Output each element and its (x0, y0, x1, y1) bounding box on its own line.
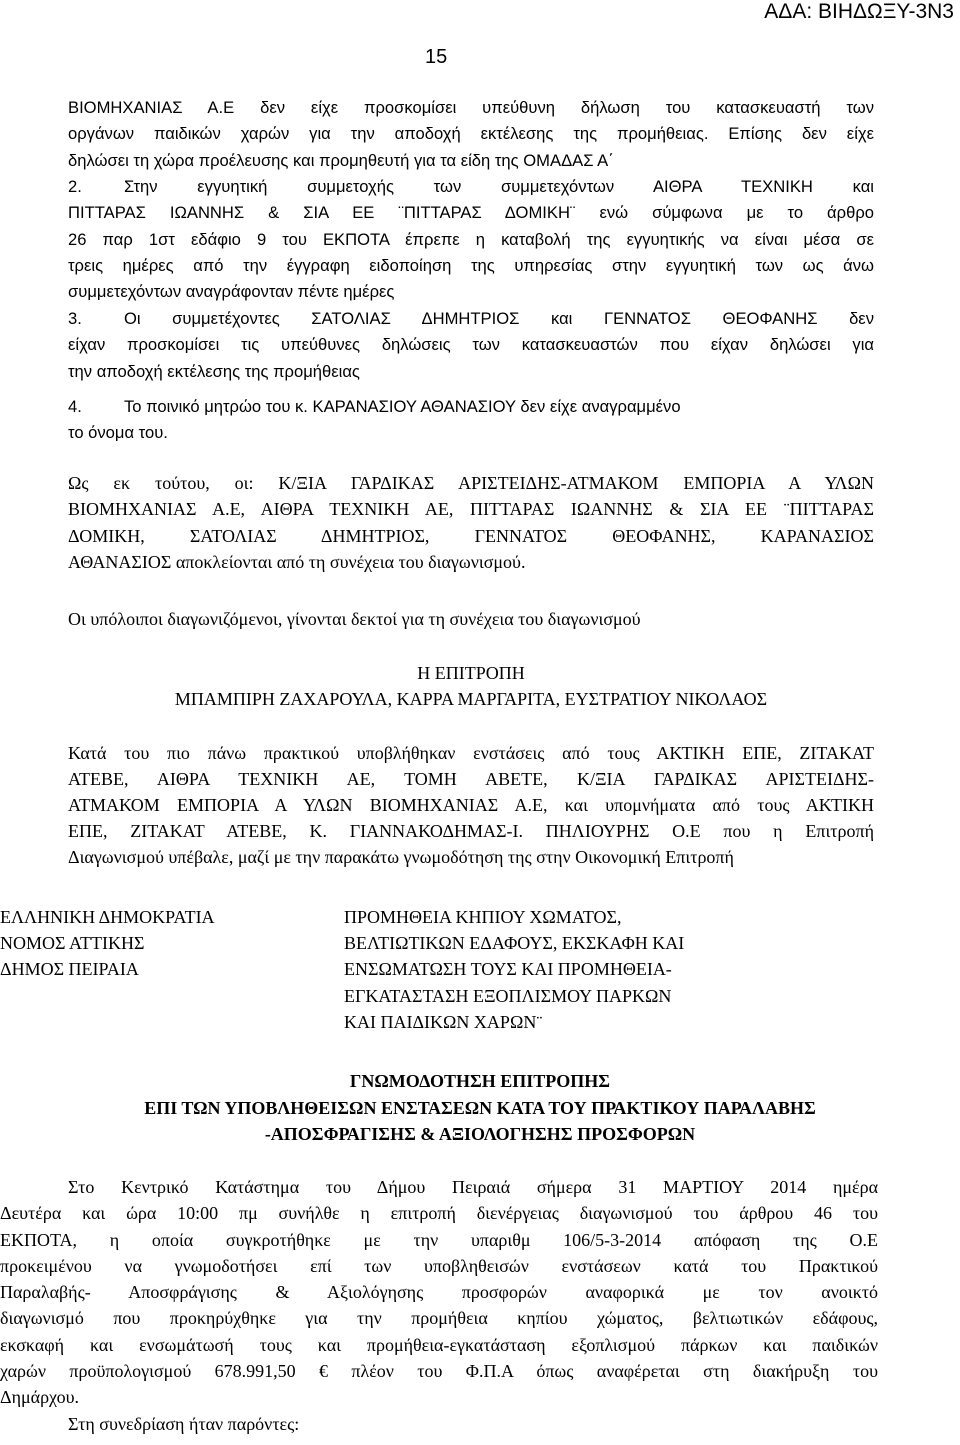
text-line (68, 174, 874, 200)
text-line: ΝΟΜΟΣ ΑΤΤΙΚΗΣ (0, 933, 145, 954)
opinion-title (0, 1068, 960, 1148)
text-line: Στη συνεδρίαση ήταν παρόντες: (68, 1413, 300, 1434)
text-line: Ως εκ τούτου, οι: Κ/ΞΙΑ ΓΑΡΔΙΚΑΣ ΑΡΙΣΤΕΙΔΗΣ-ΑΤΜΑΚΟΜ ΕΜΠΟΡΙΑ Α ΥΛΩΝ (68, 473, 874, 493)
page-number: 15 (425, 46, 448, 68)
list-item-3 (68, 306, 874, 385)
text-line (68, 394, 874, 420)
text-line: ΚΑΙ ΠΑΙΔΙΚΩΝ ΧΑΡΩΝ¨ (344, 1011, 543, 1032)
text-line: προκειμένου να γνωμοδοτήσει επί των υποβληθεισών ενστάσεων κατά του Πρακτικού (0, 1255, 878, 1276)
text-line: ΑΤΕΒΕ, ΑΙΘΡΑ ΤΕΧΝΙΚΗ ΑΕ, ΤΟΜΗ ΑΒΕΤΕ, Κ/ΞΙΑ ΓΑΡΔΙΚΑΣ ΑΡΙΣΤΕΙΔΗΣ- (68, 769, 874, 789)
text-line: ΑΤΜΑΚΟΜ ΕΜΠΟΡΙΑ Α ΥΛΩΝ ΒΙΟΜΗΧΑΝΙΑΣ Α.Ε, και υπομνήματα από τους ΑΚΤΙΚΗ (68, 795, 874, 815)
text-line: Παραλαβής- Αποσφράγισης & Αξιολόγησης προσφορών αναφορικά με τον ανοικτό (0, 1282, 878, 1303)
text-line: ΒΕΛΤΙΩΤΙΚΩΝ ΕΔΑΦΟΥΣ, ΕΚΣΚΑΦΗ ΚΑΙ (344, 933, 685, 954)
text-line: ΕΓΚΑΤΑΣΤΑΣΗ ΕΞΟΠΛΙΣΜΟΥ ΠΑΡΚΩΝ (344, 985, 672, 1006)
text-line: ΔΟΜΙΚΗ, ΣΑΤΟΛΙΑΣ ΔΗΜΗΤΡΙΟΣ, ΓΕΝΝΑΤΟΣ ΘΕΟΦΑΝΗΣ, ΚΑΡΑΝΑΣΙΟΣ (68, 525, 874, 546)
text-line: Δευτέρα και ώρα 10:00 πμ συνήλθε η επιτροπή διενέργειας διαγωνισμού του άρθρου 46 του (0, 1203, 878, 1224)
paragraph-continuation (68, 95, 874, 174)
text-line: Διαγωνισμού υπέβαλε, μαζί με την παρακάτω γνωμοδότηση της στην Οικονομική Επιτροπή (68, 847, 734, 867)
exclusion-paragraph (68, 470, 874, 575)
subject-block (344, 904, 684, 1035)
text-line: οργάνων παιδικών χαρών για την αποδοχή εκτέλεσης της προμήθειας. Επίσης δεν είχε (68, 124, 874, 144)
text-line: τρεις ημέρες από την έγγραφη ειδοποίηση της υπηρεσίας στην εγγυητική των ως άνω (68, 255, 874, 275)
title-line: ΓΝΩΜΟΔΟΤΗΣΗ ΕΠΙΤΡΟΠΗΣ (349, 1071, 611, 1091)
text-line: ΕΝΣΩΜΑΤΩΣΗ ΤΟΥΣ ΚΑΙ ΠΡΟΜΗΘΕΙΑ- (344, 959, 672, 980)
text-line: ΕΚΠΟΤΑ, η οποία συγκροτήθηκε με την υπαριθμ 106/5-3-2014 απόφαση της Ο.Ε (0, 1229, 878, 1250)
list-item-2 (68, 174, 874, 305)
text-line: χαρών προϋπολογισμού 678.991,50 € πλέον του Φ.Π.Α όπως αναφέρεται στη διακήρυξη του (0, 1361, 878, 1382)
text-line: Κατά του πιο πάνω πρακτικού υποβλήθηκαν ενστάσεις από τους ΑΚΤΙΚΗ ΕΠΕ, ΖΙΤΑΚΑΤ (68, 743, 874, 763)
text-line: ΕΠΕ, ΖΙΤΑΚΑΤ ΑΤΕΒΕ, Κ. ΓΙΑΝΝΑΚΟΔΗΜΑΣ-Ι. ΠΗΛΙΟΥΡΗΣ Ο.Ε που η Επιτροπή (68, 821, 874, 841)
text-line: ΒΙΟΜΗΧΑΝΙΑΣ Α.Ε δεν είχε προσκομίσει υπεύθυνη δήλωση του κατασκευαστή των (68, 98, 874, 117)
text-line: ΠΙΤΤΑΡΑΣ ΙΩΑΝΝΗΣ & ΣΙΑ ΕΕ ¨ΠΙΤΤΑΡΑΣ ΔΟΜΙΚΗ¨ ενώ σύμφωνα με το άρθρο (68, 203, 874, 223)
text-line: Οι υπόλοιποι διαγωνιζόμενοι, γίνονται δεκτοί για τη συνέχεια του διαγωνισμού (68, 609, 641, 629)
committee-block (68, 660, 874, 713)
text-line: ΒΙΟΜΗΧΑΝΙΑΣ Α.Ε, ΑΙΘΡΑ ΤΕΧΝΙΚΗ ΑΕ, ΠΙΤΤΑΡΑΣ ΙΩΑΝΝΗΣ & ΣΙΑ ΕΕ ¨ΠΙΤΤΑΡΑΣ (68, 499, 874, 520)
authority-block (0, 904, 215, 983)
text-line: συμμετεχόντων αναγράφονταν πέντε ημέρες (68, 282, 395, 302)
text-line: εκσκαφή και ενσωμάτωσή τους και προμήθεια-εγκατάσταση εξοπλισμού πάρκων και παιδικών (0, 1334, 878, 1355)
text-line: ΠΡΟΜΗΘΕΙΑ ΚΗΠΙΟΥ ΧΩΜΑΤΟΣ, (344, 907, 622, 927)
list-number: 3. (68, 309, 82, 328)
text-line: την αποδοχή εκτέλεσης της προμήθειας (68, 361, 360, 381)
text-span: Οι συμμετέχοντες ΣΑΤΟΛΙΑΣ ΔΗΜΗΤΡΙΟΣ και ΓΕΝΝΑΤΟΣ ΘΕΟΦΑΝΗΣ δεν (124, 309, 874, 328)
committee-members: ΜΠΑΜΠΙΡΗ ΖΑΧΑΡΟΥΛΑ, ΚΑΡΡΑ ΜΑΡΓΑΡΙΤΑ, ΕΥΣΤΡΑΤΙΟΥ ΝΙΚΟΛΑΟΣ (174, 689, 768, 710)
text-line: ΕΛΛΗΝΙΚΗ ΔΗΜΟΚΡΑΤΙΑ (0, 907, 215, 927)
text-line: 26 παρ 1στ εδάφιο 9 του ΕΚΠΟΤΑ έπρεπε η καταβολή της εγγυητικής να είναι μέσα σε (68, 229, 874, 249)
text-line: Δημάρχου. (0, 1387, 80, 1408)
list-number: 2. (68, 177, 82, 196)
list-number: 4. (68, 397, 82, 416)
text-line: δηλώσει τη χώρα προέλευσης και προμηθευτή για τα είδη της ΟΜΑΔΑΣ Α΄ (68, 150, 614, 170)
text-span: Στην εγγυητική συμμετοχής των συμμετεχόντων ΑΙΘΡΑ ΤΕΧΝΙΚΗ και (124, 177, 874, 196)
text-line: Στο Κεντρικό Κατάστημα του Δήμου Πειραιά σήμερα 31 ΜΑΡΤΙΟΥ 2014 ημέρα (68, 1177, 878, 1197)
title-line: ΕΠΙ ΤΩΝ ΥΠΟΒΛΗΘΕΙΣΩΝ ΕΝΣΤΑΣΕΩΝ ΚΑΤΑ ΤΟΥ ΠΡΑΚΤΙΚΟΥ ΠΑΡΑΛΑΒΗΣ (144, 1097, 816, 1118)
ada-code: ΑΔΑ: ΒΙΗΔΩΞΥ-3Ν3 (764, 0, 954, 23)
objections-paragraph (68, 740, 874, 870)
text-line: ΔΗΜΟΣ ΠΕΙΡΑΙΑ (0, 959, 139, 980)
text-line (68, 306, 874, 332)
committee-title: Η ΕΠΙΤΡΟΠΗ (417, 663, 525, 683)
text-line: το όνομα του. (68, 423, 168, 443)
meeting-paragraph (0, 1174, 878, 1437)
title-line: -ΑΠΟΣΦΡΑΓΙΣΗΣ & ΑΞΙΟΛΟΓΗΣΗΣ ΠΡΟΣΦΟΡΩΝ (264, 1124, 696, 1144)
text-line: είχαν προσκομίσει τις υπεύθυνες δηλώσεις των κατασκευαστών που είχαν δηλώσει για (68, 335, 874, 355)
text-line: διαγωνισμό που προκηρύχθηκε για την προμήθεια κηπίου χώματος, βελτιωτικών εδάφους, (0, 1308, 878, 1329)
text-line: ΑΘΑΝΑΣΙΟΣ αποκλείονται από τη συνέχεια του διαγωνισμού. (68, 551, 526, 572)
accepted-paragraph (68, 606, 874, 632)
text-span: Το ποινικό μητρώο του κ. ΚΑΡΑΝΑΣΙΟΥ ΑΘΑΝΑΣΙΟΥ δεν είχε αναγραμμένο (124, 397, 681, 416)
list-item-4 (68, 394, 874, 447)
